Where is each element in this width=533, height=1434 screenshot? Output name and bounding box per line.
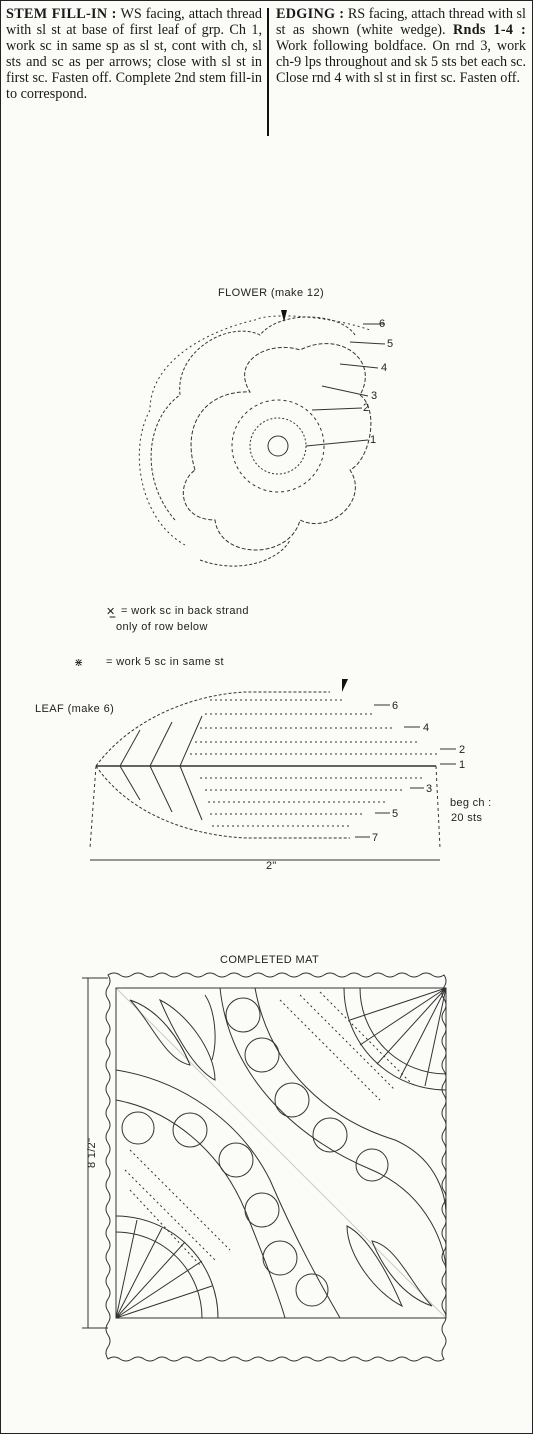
edging-text-2: Work following boldface. On rnd 3, work ch-9 lps throughout and sk 5 sts bet each sc. Close rnd 4 with sl st in first sc. Fasten off.	[276, 38, 526, 86]
flower-label-4: 4	[381, 362, 388, 374]
flower-label-3: 3	[371, 390, 378, 402]
legend-five-sc: = work 5 sc in same st	[106, 656, 224, 668]
flower-title: FLOWER (make 12)	[218, 287, 325, 299]
column-divider	[267, 8, 269, 136]
stem-text: WS facing, attach thread with sl st at base of first leaf of grp. Ch 1, work sc in same sp as sl st, cont with ch, sl sts and sc as per arrows; close with sl st in first sc. Fasten off. Complete 2nd stem fill-in to correspond.	[6, 6, 262, 102]
flower-label-2: 2	[363, 402, 370, 414]
legend-five-sc-symbol: ⋇	[74, 657, 84, 669]
leaf-title: LEAF (make 6)	[35, 703, 115, 715]
mat-title: COMPLETED MAT	[220, 954, 320, 966]
mat-height-label: 8 1/2"	[86, 1137, 98, 1168]
edging-instructions	[276, 6, 526, 86]
leaf-label-7: 7	[372, 832, 379, 844]
leaf-label-5: 5	[392, 808, 399, 820]
edging-text-1: RS facing, attach thread with sl st as shown (white wedge).	[276, 6, 527, 38]
stem-heading: STEM FILL-IN :	[6, 6, 117, 22]
leaf-beg-ch-label: beg ch :	[450, 797, 492, 809]
leaf-label-3: 3	[426, 783, 433, 795]
stem-fill-in-instructions	[6, 6, 262, 102]
leaf-width-label: 2"	[266, 860, 277, 872]
legend-back-strand-2: only of row below	[116, 621, 208, 633]
edging-heading: EDGING :	[276, 6, 345, 22]
leaf-label-1: 1	[459, 759, 466, 771]
leaf-label-4: 4	[423, 722, 430, 734]
flower-label-6: 6	[379, 318, 386, 330]
flower-label-5: 5	[387, 338, 394, 350]
leaf-beg-ch-sts: 20 sts	[451, 812, 483, 824]
leaf-label-6: 6	[392, 700, 399, 712]
edging-rounds-heading: Rnds 1-4 :	[452, 22, 527, 38]
legend-back-strand: = work sc in back strand	[121, 605, 249, 617]
legend-back-strand-symbol: ✕̲	[106, 606, 116, 618]
leaf-label-2: 2	[459, 744, 466, 756]
flower-label-1: 1	[370, 434, 377, 446]
